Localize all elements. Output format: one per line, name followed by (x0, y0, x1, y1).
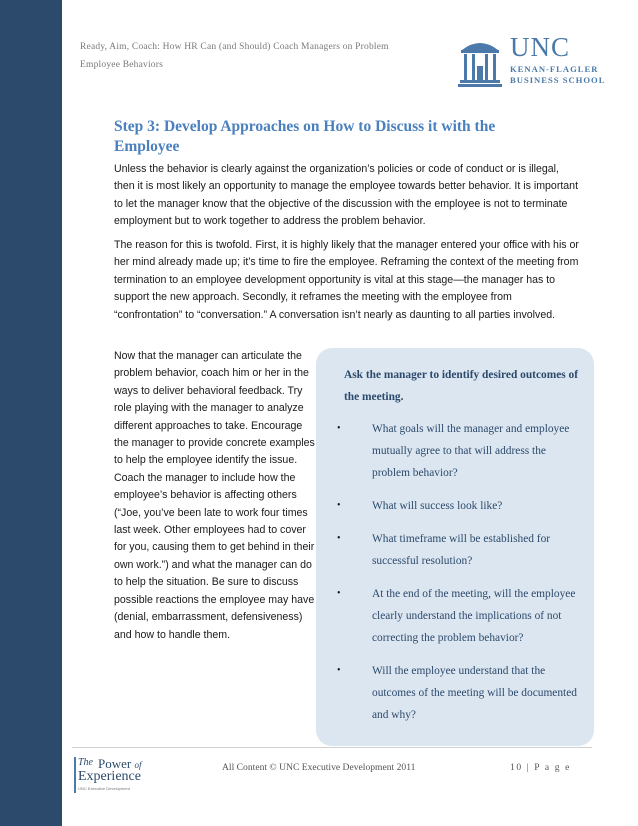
logo-wordmark: UNC (510, 32, 571, 62)
power-of-experience-logo (78, 757, 158, 797)
header-line-2: Employee Behaviors (80, 60, 164, 70)
logo-the: The (78, 757, 93, 768)
callout-box (316, 348, 594, 746)
bullet-icon: • (337, 588, 341, 599)
list-item-text: Will the employee understand that the outcomes of the meeting will be documented and why? (372, 665, 577, 721)
left-sidebar-band (0, 0, 62, 826)
list-item-text: At the end of the meeting, will the employee clearly understand the implications of not correcting the problem behavior? (372, 588, 576, 644)
paragraph-1: Unless the behavior is clearly against the organization’s policies or code of conduct or is illegal, then it is most likely an opportunity to manage the employee towards better behavior. It is important to let the manager know that the objective of the discussion with the employee is not to terminate employment but to work together to address the problem behavior. (114, 163, 579, 228)
logo-of: of (134, 760, 142, 770)
callout-heading: Ask the manager to identify desired outcomes of the meeting. (344, 369, 579, 403)
list-item (336, 528, 586, 572)
paragraph-3: Now that the manager can articulate the problem behavior, coach him or her in the ways to deliver behavioral feedback. Try role playing with the manager to analyze different approaches to take. Encourage the manager to provide concrete examples to help the employee identify the issue. Coach the manager to include how the employee’s behavior is affecting others (“Joe, you’ve been late to work four times last week. Other employees had to cover for you, causing them to get behind in their own work.”) and what the manager can do to help the situation. Be sure to discuss possible reactions the employee may have (denial, embarrassment, defensiveness) and how to handle them. (114, 350, 315, 641)
footer-page-number: 10 | P a g e (510, 762, 571, 773)
logo-power-word: Power (98, 756, 132, 771)
bullet-icon: • (337, 423, 341, 434)
header-line-1: Ready, Aim, Coach: How HR Can (and Should) Coach Managers on Problem (80, 42, 389, 52)
footer-divider (72, 747, 592, 748)
unc-kenan-flagler-logo (458, 32, 608, 92)
list-item (336, 583, 586, 649)
document-header (80, 38, 420, 74)
logo-experience: Experience (78, 769, 141, 784)
paragraph-2: The reason for this is twofold. First, it is highly likely that the manager entered your office with his or her mind already made up; it’s time to fire the employee. Reframing the context of the meeting from termination to an employee development opportunity is vital at this stage—the manager has to support the new approach. Secondly, it reframes the meeting with the employee from “confrontation” to “conversation.” A conversation isn’t nearly as daunting to all parties involved. (114, 239, 579, 321)
section-heading: Step 3: Develop Approaches on How to Discuss it with the Employee (114, 118, 496, 155)
logo-school-line-2: BUSINESS SCHOOL (510, 75, 606, 85)
old-well-icon (458, 34, 502, 88)
callout-list (336, 418, 586, 737)
list-item (336, 418, 586, 484)
list-item (336, 495, 586, 517)
logo-school-line-1: KENAN-FLAGLER (510, 64, 599, 74)
bullet-icon: • (337, 500, 341, 511)
logo-accent-bar (74, 757, 76, 793)
logo-subtitle: UNC Executive Development (78, 786, 130, 791)
list-item-text: What will success look like? (372, 500, 503, 512)
bullet-icon: • (337, 665, 341, 676)
list-item-text: What goals will the manager and employee mutually agree to that will address the problem behavior? (372, 423, 570, 479)
list-item (336, 660, 586, 726)
bullet-icon: • (337, 533, 341, 544)
footer-copyright: All Content © UNC Executive Development 2011 (222, 762, 416, 773)
list-item-text: What timeframe will be established for successful resolution? (372, 533, 551, 567)
